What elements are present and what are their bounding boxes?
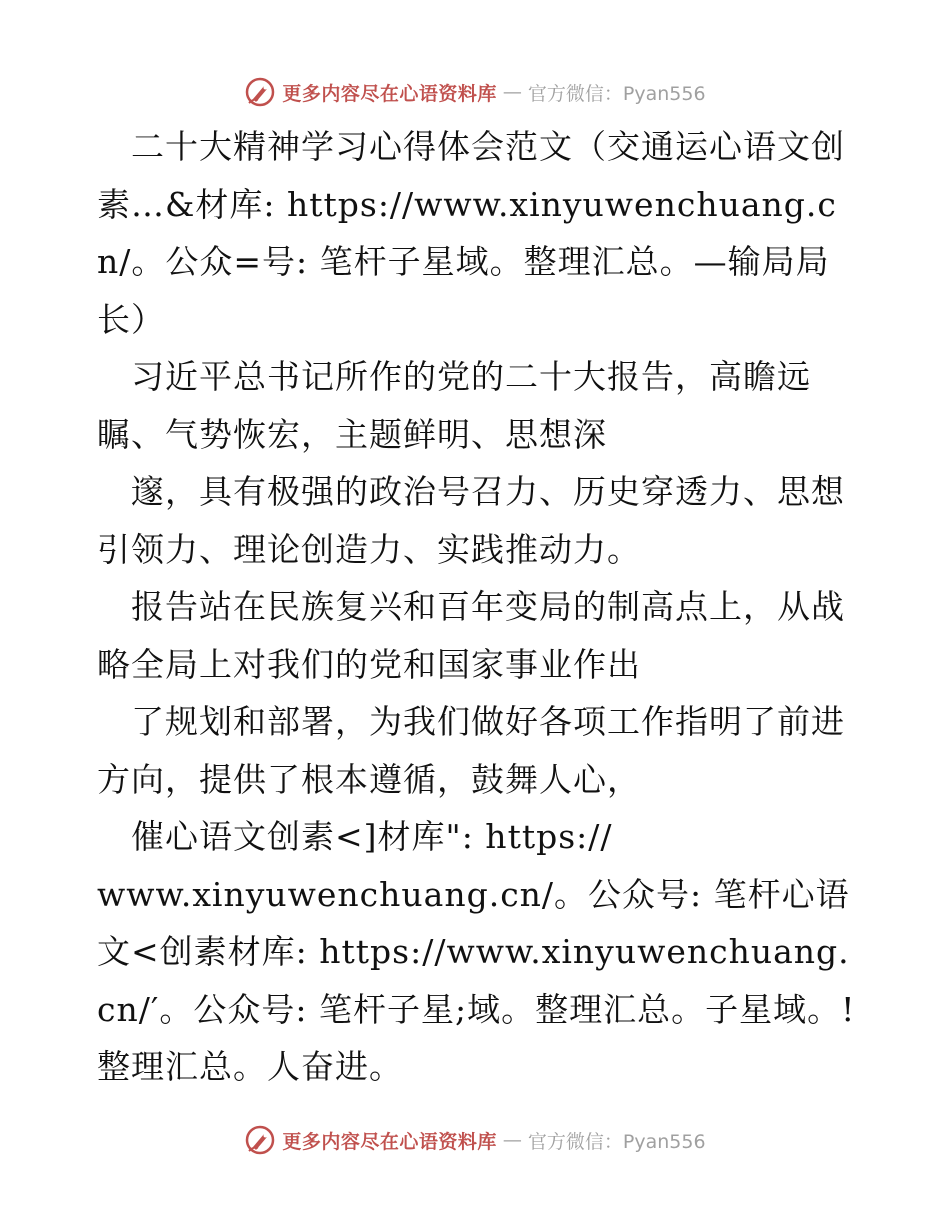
page-footer <box>0 1120 950 1160</box>
pen-nib-logo-icon <box>244 76 276 108</box>
footer-separator: — <box>502 1129 522 1151</box>
paragraph: 二十大精神学习心得体会范文（交通运心语文创素…&材库: https://www.xinyuwenchuang.cn/。公众=号: 笔杆子星域。整理汇总。—输局局长） <box>97 127 845 339</box>
header-wechat-text: 官方微信：Pyan556 <box>527 82 706 105</box>
header-brand-text: 更多内容尽在心语资料库 <box>282 82 497 105</box>
paragraph: 报告站在民族复兴和百年变局的制高点上，从战略全局上对我们的党和国家事业作出 <box>97 587 845 684</box>
pen-nib-logo-icon <box>244 1124 276 1156</box>
paragraph: 邃，具有极强的政治号召力、历史穿透力、思想引领力、理论创造力、实践推动力。 <box>97 472 845 569</box>
paragraph: 催心语文创素<]材库": https:// www.xinyuwenchuang.cn/。公众号: 笔杆心语文<创素材库: https://www.xinyuwenchuang.cn/′。公众号: 笔杆子星;域。整理汇总。子星域。! 整理汇总。人奋进。 <box>97 817 856 1086</box>
footer-wechat-text: 官方微信：Pyan556 <box>527 1130 706 1153</box>
paragraph: 习近平总书记所作的党的二十大报告，高瞻远瞩、气势恢宏，主题鲜明、思想深 <box>97 357 811 454</box>
footer-brand-text: 更多内容尽在心语资料库 <box>282 1130 497 1153</box>
footer-banner <box>244 1124 705 1156</box>
header-separator: — <box>502 81 522 103</box>
document-body <box>97 118 857 1096</box>
paragraph: 了规划和部署，为我们做好各项工作指明了前进方向，提供了根本遵循，鼓舞人心， <box>97 702 845 799</box>
header-banner <box>244 76 705 108</box>
page-header <box>0 72 950 112</box>
